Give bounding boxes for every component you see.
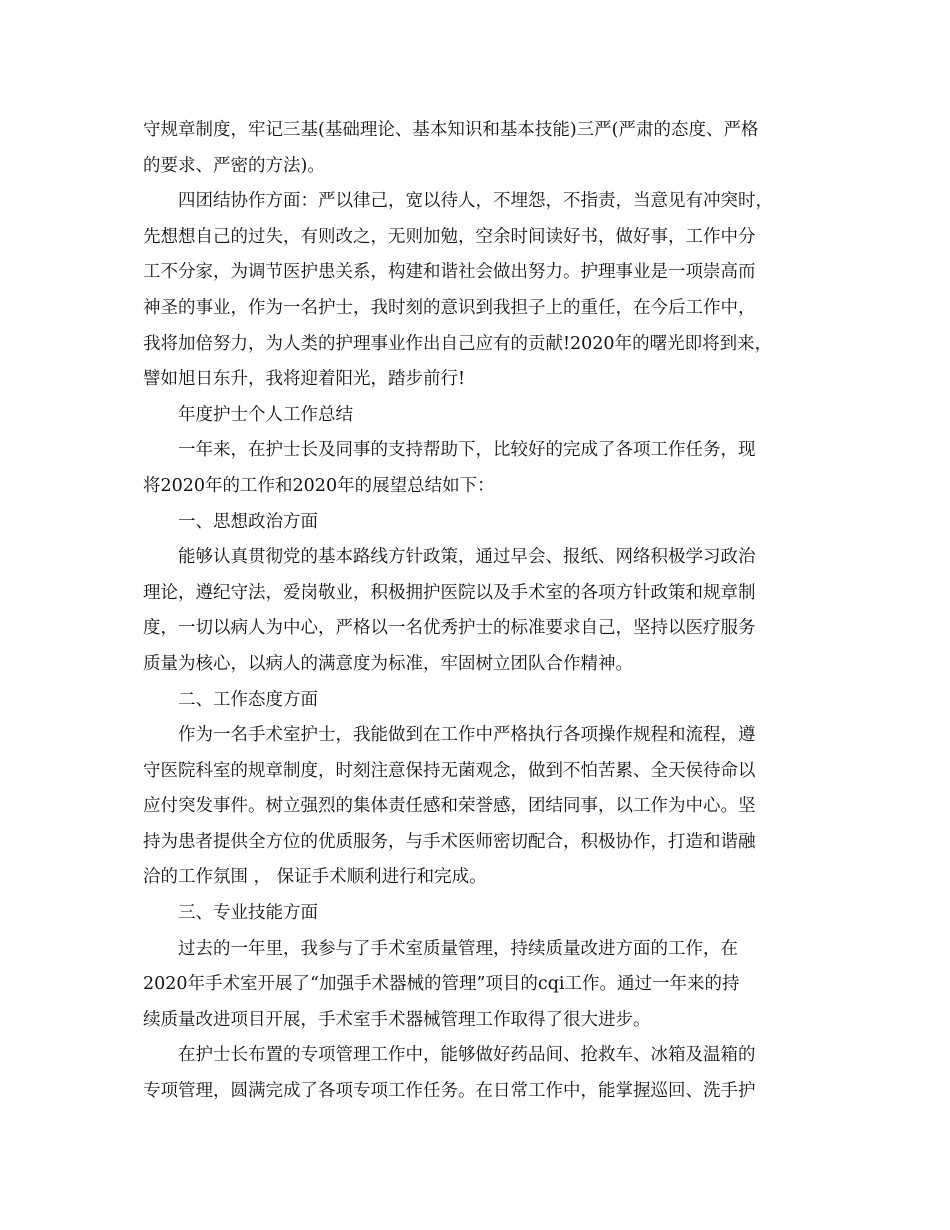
- text-line: 神圣的事业，作为一名护士，我时刻的意识到我担子上的重任，在今后工作中，: [143, 297, 756, 318]
- text-line: 守医院科室的规章制度，时刻注意保持无菌观念，做到不怕苦累、全天侯待命以: [143, 760, 756, 781]
- text-line: 工不分家，为调节医护患关系，构建和谐社会做出努力。护理事业是一项崇高而: [143, 262, 756, 283]
- heading-politics: 一、思想政治方面: [178, 511, 318, 532]
- paragraph-teamwork: 四团结协作方面：严以律己，宽以待人，不埋怨，不指责，当意见有冲突时，: [178, 191, 773, 212]
- text-line: 将2020年的工作和2020年的展望总结如下：: [143, 475, 495, 496]
- heading-skills: 三、专业技能方面: [178, 903, 318, 924]
- section-title: 年度护士个人工作总结: [178, 404, 353, 425]
- text-line: 续质量改进项目开展，手术室手术器械管理工作取得了很大进步。: [143, 1009, 651, 1030]
- text-line: 应付突发事件。树立强烈的集体责任感和荣誉感，团结同事，以工作为中心。坚: [143, 796, 756, 817]
- text-line: 理论，遵纪守法，爱岗敬业，积极拥护医院以及手术室的各项方针政策和规章制: [143, 582, 756, 603]
- paragraph-politics: 能够认真贯彻党的基本路线方针政策，通过早会、报纸、网络积极学习政治: [178, 547, 756, 568]
- heading-attitude: 二、工作态度方面: [178, 689, 318, 710]
- text-line: 洽的工作氛围 ， 保证手术顺利进行和完成。: [143, 867, 487, 888]
- text-line: 2020年手术室开展了“加强手术器械的管理”项目的cqi工作。通过一年来的持: [143, 974, 740, 995]
- document-body: [143, 113, 811, 1110]
- text-line: 先想想自己的过失，有则改之，无则加勉，空余时间读好书，做好事，工作中分: [143, 226, 756, 247]
- paragraph-skills: 过去的一年里，我参与了手术室质量管理，持续质量改进方面的工作，在: [178, 938, 738, 959]
- text-line: 守规章制度，牢记三基(基础理论、基本知识和基本技能)三严(严肃的态度、严格: [143, 120, 759, 140]
- text-line: 质量为核心，以病人的满意度为标准，牢固树立团队合作精神。: [143, 653, 633, 674]
- paragraph-intro: 一年来，在护士长及同事的支持帮助下，比较好的完成了各项工作任务，现: [178, 440, 756, 461]
- text-line: 专项管理，圆满完成了各项专项工作任务。在日常工作中，能掌握巡回、洗手护: [143, 1081, 756, 1102]
- paragraph-special-management: 在护士长布置的专项管理工作中，能够做好药品间、抢救车、冰箱及温箱的: [178, 1045, 756, 1066]
- text-line: 我将加倍努力，为人类的护理事业作出自己应有的贡献!2020年的曙光即将到来，: [143, 333, 773, 354]
- text-line: 的要求、严密的方法)。: [143, 155, 325, 176]
- text-line: 譬如旭日东升，我将迎着阳光，踏步前行!: [143, 369, 466, 390]
- text-line: 度，一切以病人为中心，严格以一名优秀护士的标准要求自己，坚持以医疗服务: [143, 618, 756, 639]
- paragraph-attitude: 作为一名手术室护士，我能做到在工作中严格执行各项操作规程和流程，遵: [178, 725, 756, 746]
- text-line: 持为患者提供全方位的优质服务，与手术医师密切配合，积极协作，打造和谐融: [143, 831, 756, 852]
